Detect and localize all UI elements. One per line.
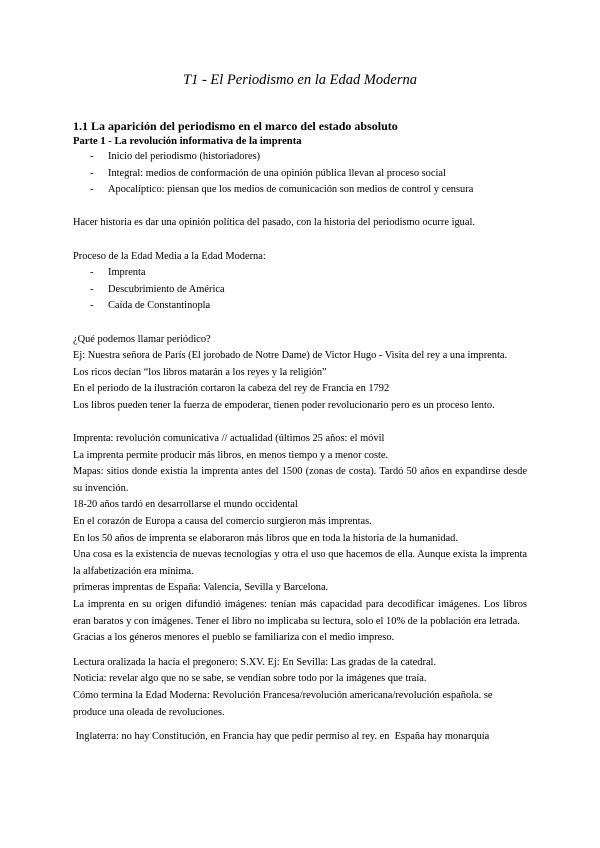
- paragraph-proceso: Proceso de la Edad Media a la Edad Moderna:: [73, 250, 266, 262]
- paragraph-line: En los 50 años de imprenta se elaboraron más libros que en toda la historia de la humanidad.: [73, 532, 458, 544]
- document-title: T1 - El Periodismo en la Edad Moderna: [183, 72, 417, 88]
- paragraph-line: Lectura oralizada la hacía el pregonero: S.XV. Ej: En Sevilla: Las gradas de la catedral.: [73, 656, 437, 668]
- list-item: - Descubrimiento de América: [73, 282, 527, 299]
- paragraph-line: 18-20 años tardó en desarrollarse el mundo occidental: [73, 499, 298, 511]
- bullet-list-approaches: [73, 149, 527, 199]
- paragraph-line: Los libros pueden tener la fuerza de empoderar, tienen poder revolucionario pero es un proceso lento.: [73, 399, 495, 411]
- paragraph-line: ¿Qué podemos llamar periódico?: [73, 333, 211, 345]
- paragraph-line: Los ricos decían “los libros matarán a los reyes y la religión”: [73, 366, 327, 378]
- paragraph-line: La imprenta en su origen difundió imágenes: tenían más capacidad para decodificar imágenes. Los libros eran baratos y con imágenes. Tener el libro no implicaba su lectura, solo el 10% de la población era letrada.: [73, 599, 527, 627]
- paragraph-line: Imprenta: revolución comunicativa // actualidad (últimos 25 años: el móvil: [73, 433, 385, 445]
- paragraph-line: Gracias a los géneros menores el pueblo se familiariza con el medio impreso.: [73, 632, 395, 644]
- block-lectura: [73, 655, 527, 721]
- list-item: - Inicio del periodismo (historiadores): [73, 149, 527, 166]
- block-imprenta: [73, 431, 527, 647]
- paragraph-line: Noticia: revelar algo que no se sabe, se vendían sobre todo por la imágenes que traía.: [73, 673, 427, 685]
- paragraph-line: Mapas: sitios donde existía la imprenta antes del 1500 (zonas de costa). Tardó 50 años en expandirse desde su invención.: [73, 466, 527, 494]
- document-page: [73, 70, 527, 746]
- part-heading: Parte 1 - La revolución informativa de la imprenta: [73, 136, 302, 147]
- paragraph-line: La imprenta permite producir más libros, en menos tiempo y a menor coste.: [73, 449, 389, 461]
- list-item: - Integral: medios de conformación de una opinión pública llevan al proceso social: [73, 166, 527, 183]
- paragraph-line: primeras imprentas de España: Valencia, Sevilla y Barcelona.: [73, 582, 329, 594]
- paragraph-line: Ej: Nuestra señora de París (El jorobado de Notre Dame) de Victor Hugo - Visita del rey a una imprenta.: [73, 350, 508, 362]
- paragraph-line: En el periodo de la ilustración cortaron la cabeza del rey de Francia en 1792: [73, 383, 390, 395]
- list-item: - Imprenta: [73, 265, 527, 282]
- paragraph-line: Una cosa es la existencia de nuevas tecnologías y otra el uso que hacemos de ella. Aunque exista la imprenta la alfabetización era mínima.: [73, 549, 527, 577]
- paragraph-line: En el corazón de Europa a causa del comercio surgieron más imprentas.: [73, 516, 372, 528]
- bullet-list-proceso: [73, 265, 527, 315]
- paragraph-inglaterra: Inglaterra: no hay Constitución, en Francia hay que pedir permiso al rey. en España hay monarquía: [73, 731, 490, 743]
- paragraph-historia: Hacer historia es dar una opinión política del pasado, con la historia del periodismo ocurre igual.: [73, 217, 475, 229]
- list-item: - Apocalíptico: piensan que los medios de comunicación son medios de control y censura: [73, 182, 527, 199]
- section-heading: 1.1 La aparición del periodismo en el marco del estado absoluto: [73, 119, 398, 133]
- block-periodico: [73, 332, 527, 415]
- list-item: - Caída de Constantinopla: [73, 298, 527, 315]
- paragraph-line: Cómo termina la Edad Moderna: Revolución Francesa/revolución americana/revolución española. se produce una oleada de revoluciones.: [73, 690, 493, 718]
